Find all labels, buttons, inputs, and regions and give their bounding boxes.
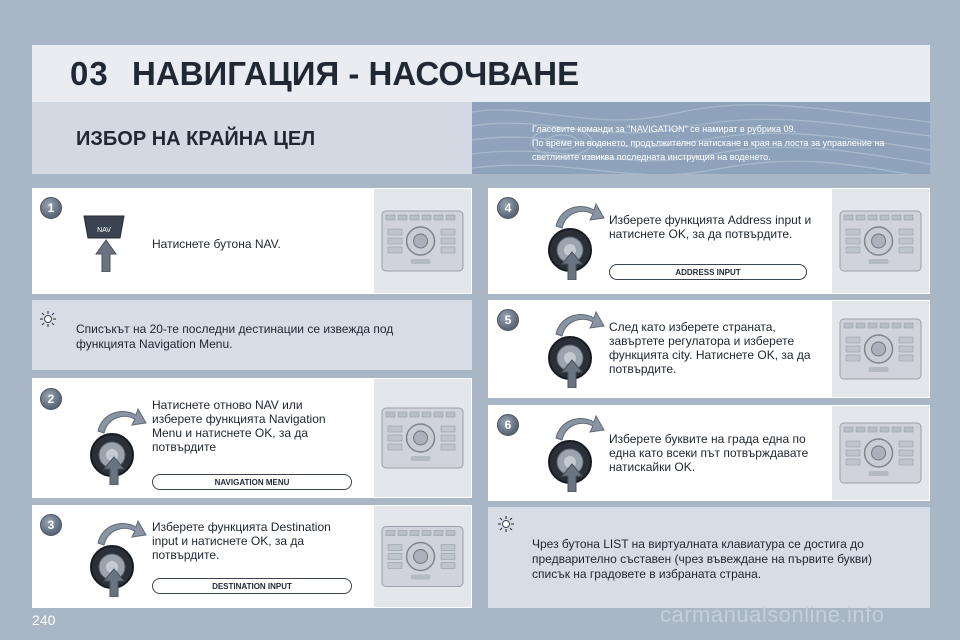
bulb-icon: [498, 516, 514, 532]
intro-line: светлините извиква последната инструкция на воденето.: [532, 152, 771, 162]
step-6-text: Изберете буквите на града една по една като всеки път потвърждавате натискайки OK.: [609, 432, 809, 474]
radio-console-image: [832, 406, 929, 500]
step-5-badge: 5: [497, 309, 519, 331]
dial-knob-icon: [538, 412, 608, 492]
radio-console-image: [832, 301, 929, 397]
section-title: ИЗБОР НА КРАЙНА ЦЕЛ: [76, 128, 316, 150]
step-3-text: Изберете функцията Destination input и натиснете OK, за да потвърдите.: [152, 520, 331, 562]
step-6-badge: 6: [497, 414, 519, 436]
intro-line: По време на воденето, продължително натискане в края на лоста за управление на: [532, 138, 885, 148]
dial-knob-icon: [538, 200, 608, 280]
step-4-text: Изберете функцията Address input и натиснете OK, за да потвърдите.: [609, 213, 812, 241]
intro-text: [532, 122, 922, 164]
destination-input-label: DESTINATION INPUT: [152, 578, 352, 594]
watermark: carmanualsonline.info: [660, 602, 885, 627]
radio-console-image: [374, 506, 471, 607]
nav-button-label: NAV: [97, 227, 111, 234]
navigation-menu-label: NAVIGATION MENU: [152, 474, 352, 490]
intro-line: Гласовите команди за "NAVIGATION" се намират в рубрика 09.: [532, 124, 797, 134]
step-2-text: Натиснете отново NAV или изберете функцията Navigation Menu и натиснете OK, за да потвърдите: [152, 398, 326, 454]
step-2-badge: 2: [40, 388, 62, 410]
step-5-text: След като изберете страната, завъртете регулатора и изберете функцията city. Натиснете OK, за да потвърдите.: [609, 320, 811, 376]
dial-knob-icon: [80, 405, 150, 485]
tip-1-text: Списъкът на 20-те последни дестинации се извежда под функцията Navigation Menu.: [76, 322, 394, 351]
radio-console-image: [374, 379, 471, 497]
nav-button-icon: [80, 212, 130, 272]
bulb-icon: [40, 311, 56, 327]
chapter-number: 03: [70, 55, 109, 92]
step-3-badge: 3: [40, 514, 62, 536]
page-number: 240: [32, 612, 56, 628]
tip-2-text: Чрез бутона LIST на виртуалната клавиатура се достига до предварително съставен (чрез въвеждане на първите букви) списък на градовете в избраната страна.: [532, 537, 873, 581]
address-input-label: ADDRESS INPUT: [609, 264, 807, 280]
step-4-badge: 4: [497, 197, 519, 219]
dial-knob-icon: [80, 517, 150, 597]
radio-console-image: [374, 189, 471, 293]
chapter-title: НАВИГАЦИЯ - НАСОЧВАНЕ: [132, 55, 580, 92]
dial-knob-icon: [538, 308, 608, 388]
step-1-badge: 1: [40, 197, 62, 219]
radio-console-image: [832, 189, 929, 293]
step-1-text: Натиснете бутона NAV.: [152, 237, 281, 251]
